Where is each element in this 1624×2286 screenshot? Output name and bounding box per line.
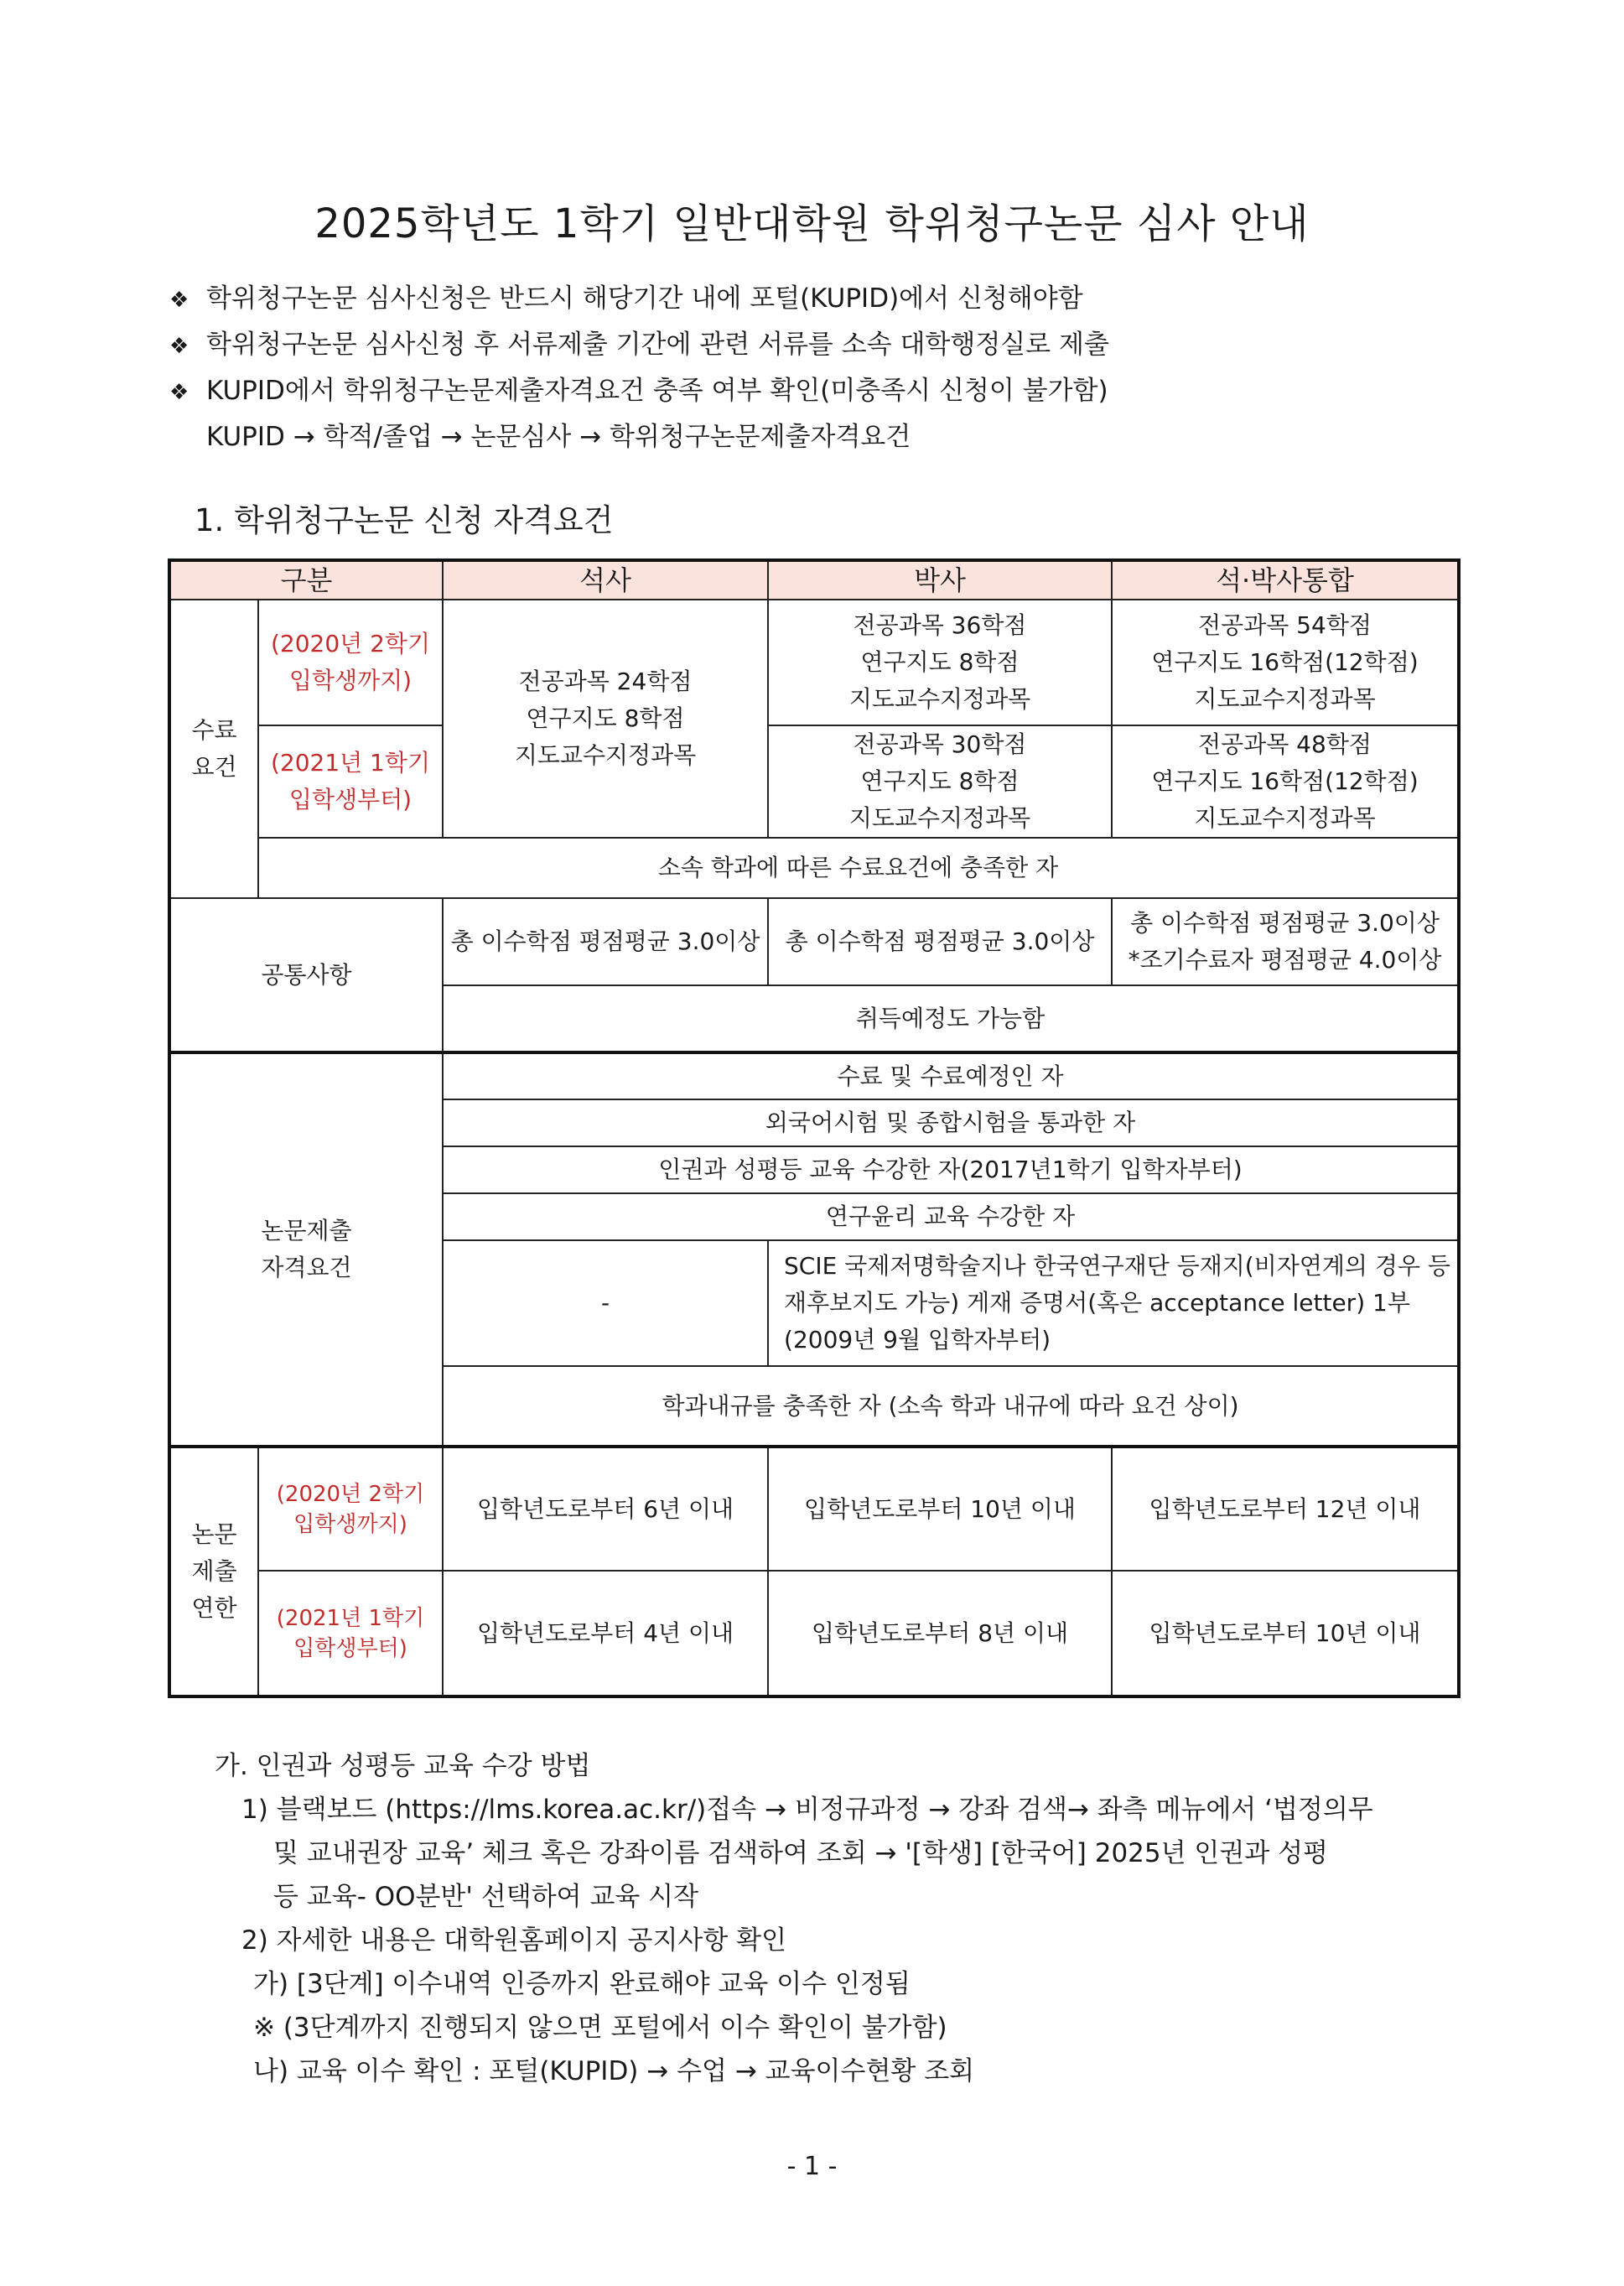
requirement-line: 지도교수지정과목 — [848, 685, 1031, 713]
bullet-item — [169, 369, 1109, 415]
common-label: 공통사항 — [169, 898, 443, 1052]
header-master: 석사 — [443, 560, 768, 600]
common-doctor: 총 이수학점 평점평균 3.0이상 — [768, 898, 1112, 985]
completion-label: 수료 요건 — [169, 600, 258, 898]
requirement-line: 전공과목 24학점 — [518, 668, 693, 695]
requirement-line: 연구지도 16학점(12학점) — [1151, 648, 1419, 676]
bullet-list — [169, 277, 1109, 460]
cohort-2021-label: (2021년 1학기 입학생부터) — [258, 725, 443, 838]
thesis-label — [169, 1052, 443, 1447]
thesis-label-line: 자격요건 — [261, 1254, 352, 1281]
requirements-table — [168, 559, 1461, 1698]
thesis-requirement-row: 연구윤리 교육 수강한 자 — [443, 1193, 1459, 1240]
note-line: 2) 자세한 내용은 대학원홈페이지 공지사항 확인 — [241, 1925, 787, 1956]
diamond-bullet-icon: ❖ — [169, 288, 189, 313]
requirement-line: 전공과목 36학점 — [853, 611, 1027, 639]
diamond-bullet-icon: ❖ — [169, 334, 189, 359]
requirement-line: 전공과목 30학점 — [853, 730, 1027, 758]
completion-common-note: 소속 학과에 따른 수료요건에 충족한 자 — [258, 838, 1459, 898]
deadline-label — [169, 1447, 258, 1696]
requirement-line: 지도교수지정과목 — [1194, 685, 1376, 713]
deadline-cohort-2020: (2020년 2학기 입학생까지) — [258, 1447, 443, 1571]
deadline-label-line: 연한 — [191, 1594, 237, 1622]
requirement-line: 지도교수지정과목 — [1194, 804, 1376, 832]
requirement-line: 전공과목 48학점 — [1198, 730, 1372, 758]
doctor-completion-2021 — [768, 725, 1112, 838]
deadline-label-line: 제출 — [191, 1557, 237, 1585]
master-completion — [443, 600, 768, 838]
deadline-master-2020: 입학년도로부터 6년 이내 — [443, 1447, 768, 1571]
note-line: 가) [3단계] 이수내역 인증까지 완료해야 교육 이수 인정됨 — [253, 1969, 911, 1999]
doctor-completion-2020 — [768, 600, 1112, 725]
requirement-line: 연구지도 16학점(12학점) — [1151, 767, 1419, 795]
thesis-label-line: 논문제출 — [261, 1217, 352, 1244]
scie-master-cell: - — [443, 1240, 768, 1366]
requirement-line: 연구지도 8학점 — [860, 767, 1020, 795]
note-line: ※ (3단계까지 진행되지 않으면 포털에서 이수 확인이 불가함) — [253, 2013, 947, 2043]
page-number: - 1 - — [786, 2152, 838, 2181]
page-title: 2025학년도 1학기 일반대학원 학위청구논문 심사 안내 — [314, 200, 1310, 247]
deadline-label-line: 논문 — [191, 1520, 237, 1548]
requirement-line: 연구지도 8학점 — [860, 648, 1020, 676]
deadline-integrated-2020: 입학년도로부터 12년 이내 — [1112, 1447, 1459, 1571]
bullet-item — [169, 323, 1109, 369]
section-heading: 1. 학위청구논문 신청 자격요건 — [195, 502, 614, 538]
requirement-line: 지도교수지정과목 — [848, 804, 1031, 832]
kupid-path: KUPID → 학적/졸업 → 논문심사 → 학위청구논문제출자격요건 — [206, 422, 911, 452]
bullet-text: 학위청구논문 심사신청은 반드시 해당기간 내에 포털(KUPID)에서 신청해야함 — [206, 283, 1083, 314]
common-master: 총 이수학점 평점평균 3.0이상 — [443, 898, 768, 985]
note-line: 나) 교육 이수 확인 : 포털(KUPID) → 수업 → 교육이수현황 조회 — [253, 2056, 975, 2086]
requirement-line: 연구지도 8학점 — [526, 704, 685, 732]
thesis-requirement-row: 인권과 성평등 교육 수강한 자(2017년1학기 입학자부터) — [443, 1146, 1459, 1193]
deadline-cohort-2021: (2021년 1학기 입학생부터) — [258, 1571, 443, 1696]
header-doctor: 박사 — [768, 560, 1112, 600]
note-line: 및 교내권장 교육’ 체크 혹은 강좌이름 검색하여 조회 → '[학생] [한국어] 2025년 인권과 성평 — [273, 1838, 1328, 1868]
deadline-doctor-2021: 입학년도로부터 8년 이내 — [768, 1571, 1112, 1696]
notes-section — [215, 1744, 1373, 2093]
deadline-integrated-2021: 입학년도로부터 10년 이내 — [1112, 1571, 1459, 1696]
bullet-text: KUPID에서 학위청구논문제출자격요건 충족 여부 확인(미충족시 신청이 불가함) — [206, 376, 1108, 406]
requirement-line: 전공과목 54학점 — [1198, 611, 1372, 639]
header-category: 구분 — [169, 560, 443, 600]
deadline-master-2021: 입학년도로부터 4년 이내 — [443, 1571, 768, 1696]
requirement-line: 총 이수학점 평점평균 3.0이상 — [1130, 909, 1440, 937]
common-integrated — [1112, 898, 1459, 985]
notes-heading: 가. 인권과 성평등 교육 수강 방법 — [215, 1751, 591, 1781]
integrated-completion-2021 — [1112, 725, 1459, 838]
scie-requirement: SCIE 국제저명학술지나 한국연구재단 등재지(비자연계의 경우 등재후보지도 가능) 게재 증명서(혹은 acceptance letter) 1부(2009년 9월 입학자부터) — [768, 1240, 1459, 1366]
bullet-item — [169, 277, 1109, 323]
thesis-requirement-row: 수료 및 수료예정인 자 — [443, 1052, 1459, 1099]
department-rule: 학과내규를 충족한 자 (소속 학과 내규에 따라 요건 상이) — [443, 1366, 1459, 1447]
thesis-requirement-row: 외국어시험 및 종합시험을 통과한 자 — [443, 1099, 1459, 1146]
header-integrated: 석·박사통합 — [1112, 560, 1459, 600]
note-line: 등 교육- OO분반' 선택하여 교육 시작 — [273, 1882, 699, 1912]
integrated-completion-2020 — [1112, 600, 1459, 725]
diamond-bullet-icon: ❖ — [169, 380, 189, 405]
note-line: 1) 블랙보드 (https://lms.korea.ac.kr/)접속 → 비정규과정 → 강좌 검색→ 좌측 메뉴에서 ‘법정의무 — [241, 1795, 1373, 1825]
deadline-doctor-2020: 입학년도로부터 10년 이내 — [768, 1447, 1112, 1571]
common-note: 취득예정도 가능함 — [443, 985, 1459, 1052]
requirement-line: *조기수료자 평점평균 4.0이상 — [1128, 946, 1442, 974]
requirement-line: 지도교수지정과목 — [514, 741, 697, 769]
bullet-text: 학위청구논문 심사신청 후 서류제출 기간에 관련 서류를 소속 대학행정실로 제출 — [206, 330, 1109, 360]
cohort-2020-label: (2020년 2학기 입학생까지) — [258, 600, 443, 725]
